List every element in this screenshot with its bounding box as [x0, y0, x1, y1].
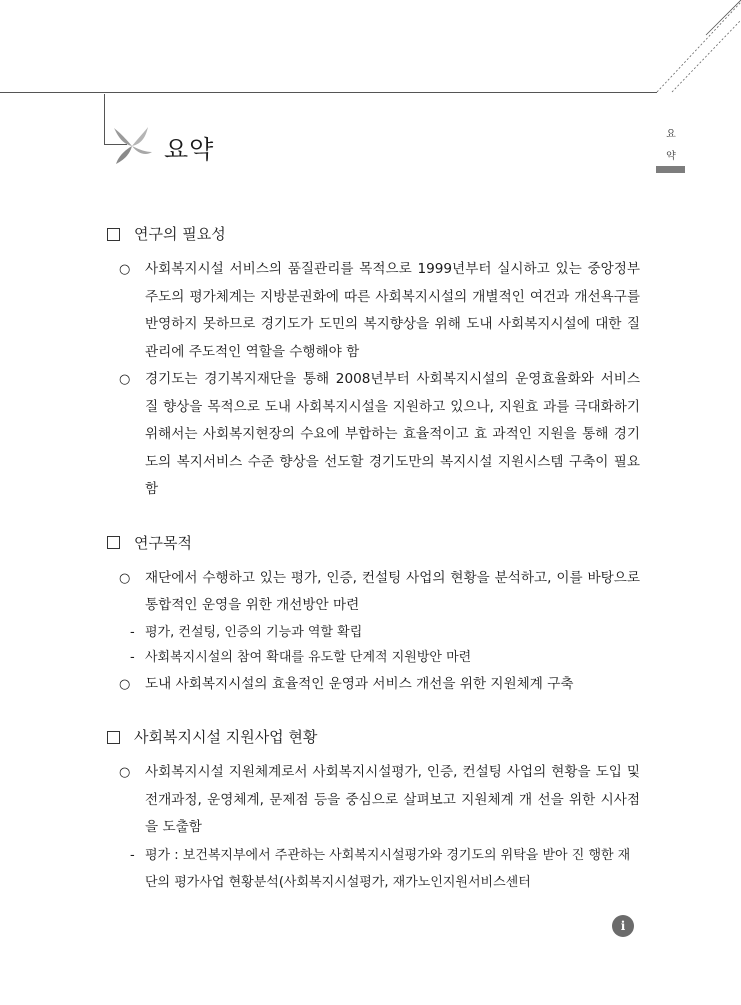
bullet-paragraph: ○ 사회복지시설 서비스의 품질관리를 목적으로 1999년부터 실시하고 있는 중앙정부 주도의 평가체계는 지방분권화에 따른 사회복지시설의 개별적인 여건과 개선욕구를 반영하지 못하므로 경기도가 도민의 복지향상을 위해 도내 사회복지시설에 대한 질 관리에 주도적인 역할을 수행해야 함	[104, 256, 640, 366]
side-tab-char: 요	[666, 129, 676, 140]
checkbox-square-icon	[107, 731, 120, 744]
bullet-paragraph: ○ 재단에서 수행하고 있는 평가, 인증, 컨설팅 사업의 현황을 분석하고, 이를 바탕으로 통합적인 운영을 위한 개선방안 마련	[104, 565, 640, 620]
chapter-title: 요약	[164, 135, 215, 164]
dash-bullet: -	[130, 624, 135, 640]
circle-bullet-icon: ○	[119, 262, 131, 277]
section-heading-text: 사회복지시설 지원사업 현황	[134, 728, 318, 746]
section-heading-text: 연구목적	[134, 533, 192, 552]
section-heading	[104, 725, 640, 749]
circle-bullet-icon: ○	[119, 765, 131, 780]
dash-bullet: -	[130, 847, 135, 863]
side-tab	[656, 124, 686, 168]
section-heading-text: 연구의 필요성	[134, 225, 226, 243]
summary-content	[104, 222, 640, 896]
circle-bullet-icon: ○	[119, 676, 131, 692]
circle-bullet-icon: ○	[119, 372, 131, 387]
dash-item: - 평가, 컨설팅, 인증의 기능과 역할 확립	[104, 620, 640, 646]
circle-bullet-icon: ○	[119, 570, 131, 586]
checkbox-square-icon	[107, 228, 120, 241]
side-tab-bar	[656, 166, 685, 173]
section-heading	[104, 531, 640, 555]
header-diagonal-decoration	[0, 0, 741, 100]
bullet-paragraph: ○ 도내 사회복지시설의 효율적인 운영과 서비스 개선을 위한 지원체계 구축	[104, 671, 640, 699]
dash-bullet: -	[130, 650, 135, 665]
dash-item: - 사회복지시설의 참여 확대를 유도할 단계적 지원방안 마련	[104, 645, 640, 671]
bullet-paragraph: ○ 경기도는 경기복지재단을 통해 2008년부터 사회복지시설의 운영효율화와 서비스 질 향상을 목적으로 도내 사회복지시설을 지원하고 있으나, 지원효 과를 극대화하기 위해서는 사회복지현장의 수요에 부합하는 효율적이고 효 과적인 지원을 통해 경기도의 복지서비스 수준 향상을 선도할 경기도만의 복지시설 지원시스템 구축이 필요함	[104, 366, 640, 504]
section-heading	[104, 222, 640, 246]
side-tab-char: 약	[666, 151, 676, 162]
bullet-paragraph: ○ 사회복지시설 지원체계로서 사회복지시설평가, 인증, 컨설팅 사업의 현황을 도입 및 전개과정, 운영체계, 문제점 등을 중심으로 살펴보고 지원체계 개 선을 위한 시사점을 도출함	[104, 759, 640, 842]
dash-item: - 평가 : 보건복지부에서 주관하는 사회복지시설평가와 경기도의 위탁을 받아 진 행한 재단의 평가사업 현황분석(사회복지시설평가, 재가노인지원서비스센터	[104, 842, 640, 896]
page-number-badge: i	[612, 915, 634, 937]
checkbox-square-icon	[107, 536, 120, 549]
leaf-icon	[112, 126, 154, 166]
